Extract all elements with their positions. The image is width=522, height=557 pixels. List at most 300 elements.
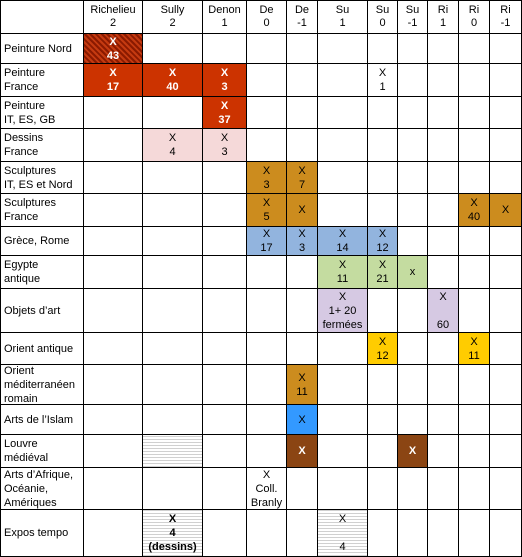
column-header <box>318 0 368 34</box>
table-cell-filled <box>203 97 247 129</box>
cell-line: X <box>501 204 510 216</box>
cell-line: 0 <box>470 16 478 29</box>
column-header <box>428 0 459 34</box>
cell-line: X <box>378 228 387 240</box>
table-cell-filled <box>247 194 287 227</box>
table-cell <box>247 435 287 468</box>
table-cell-filled <box>247 162 287 194</box>
table-cell <box>203 289 247 333</box>
table-cell <box>287 64 318 97</box>
cell-line: X <box>262 164 271 177</box>
cell-line: X <box>338 259 347 271</box>
table-cell <box>143 468 203 510</box>
cell-line: fermées <box>322 318 363 331</box>
cell-line: Arts d’Afrique, <box>4 468 74 481</box>
table-cell <box>143 405 203 435</box>
table-cell <box>398 162 428 194</box>
column-header <box>368 0 398 34</box>
row-label <box>0 435 84 468</box>
table-cell-filled <box>143 510 203 557</box>
table-cell <box>318 64 368 97</box>
table-cell <box>398 64 428 97</box>
table-cell-filled <box>143 129 203 162</box>
cell-line: 1 <box>339 16 346 29</box>
cell-line: 11 <box>468 349 480 362</box>
table-cell-filled <box>318 227 368 256</box>
cell-line: 3 <box>263 178 270 191</box>
cell-line: méditerranéen <box>4 378 75 391</box>
table-cell-filled <box>143 64 203 97</box>
table-cell <box>490 365 522 405</box>
table-cell <box>368 510 398 557</box>
table-cell <box>318 97 368 129</box>
table-cell-filled <box>203 64 247 97</box>
table-cell <box>428 405 459 435</box>
cell-line: 3 <box>298 242 306 254</box>
cell-line: X <box>109 67 117 79</box>
table-cell <box>84 129 143 162</box>
table-cell-filled <box>368 64 398 97</box>
table-cell-filled <box>143 435 203 468</box>
cell-line: 17 <box>106 81 120 93</box>
table-cell <box>318 468 368 510</box>
cell-line: Expos tempo <box>4 527 69 539</box>
table-cell <box>398 333 428 365</box>
cell-line: X <box>220 132 229 144</box>
table-cell <box>428 97 459 129</box>
cell-line: Grèce, Rome <box>4 235 70 247</box>
table-cell <box>428 64 459 97</box>
table-cell <box>459 435 490 468</box>
table-cell <box>287 510 318 557</box>
table-cell <box>84 256 143 289</box>
table-cell <box>490 129 522 162</box>
table-cell <box>247 510 287 557</box>
table-cell-filled <box>398 256 428 289</box>
row-label <box>0 194 84 227</box>
table-cell <box>247 333 287 365</box>
table-cell <box>368 194 398 227</box>
cell-line: Sully <box>160 3 185 16</box>
cell-line: 3 <box>221 81 228 93</box>
table-cell <box>143 162 203 194</box>
table-cell <box>247 365 287 405</box>
row-label <box>0 34 84 64</box>
table-cell <box>459 162 490 194</box>
cell-line <box>341 526 344 540</box>
column-header <box>490 0 522 34</box>
table-cell <box>368 405 398 435</box>
row-label <box>0 64 84 97</box>
cell-line: X <box>378 67 387 79</box>
cell-line: 11 <box>336 273 349 285</box>
cell-line: 2 <box>169 16 176 29</box>
cell-line: 4 <box>169 146 176 158</box>
cell-line: Arts de l’Islam <box>4 413 74 426</box>
table-cell <box>428 333 459 365</box>
table-cell-filled <box>287 405 318 435</box>
table-cell <box>459 64 490 97</box>
table-cell <box>428 435 459 468</box>
table-cell <box>143 365 203 405</box>
cell-line: Ri <box>468 3 480 16</box>
table-cell <box>287 256 318 289</box>
table-cell <box>203 34 247 64</box>
table-cell <box>459 129 490 162</box>
table-cell <box>287 333 318 365</box>
row-label <box>0 289 84 333</box>
cell-line: 11 <box>296 385 308 398</box>
cell-line: 40 <box>166 81 179 93</box>
table-cell <box>368 129 398 162</box>
cell-line: France <box>4 211 39 223</box>
table-cell <box>143 289 203 333</box>
cell-line: X <box>220 67 229 79</box>
table-cell <box>247 405 287 435</box>
table-cell <box>203 194 247 227</box>
column-header <box>287 0 318 34</box>
column-header <box>203 0 247 34</box>
table-cell <box>398 129 428 162</box>
table-cell <box>398 227 428 256</box>
table-cell <box>318 333 368 365</box>
table-cell <box>490 34 522 64</box>
table-cell <box>318 34 368 64</box>
cell-line: IT, ES, GB <box>4 113 56 126</box>
cell-line: X <box>220 99 229 112</box>
table-cell <box>84 227 143 256</box>
table-cell-filled <box>287 162 318 194</box>
table-cell-filled <box>368 333 398 365</box>
table-cell <box>490 333 522 365</box>
row-label <box>0 405 84 435</box>
cell-line: Sculptures <box>4 197 56 209</box>
table-cell <box>203 405 247 435</box>
table-cell <box>459 405 490 435</box>
cell-line: 0 <box>379 16 386 29</box>
table-cell <box>203 162 247 194</box>
table-cell <box>203 365 247 405</box>
table-cell-filled <box>318 256 368 289</box>
table-cell <box>490 510 522 557</box>
table-cell <box>490 64 522 97</box>
table-cell <box>490 162 522 194</box>
cell-line: IT, ES et Nord <box>4 178 73 191</box>
table-cell-filled <box>368 256 398 289</box>
table-cell <box>368 97 398 129</box>
table-cell <box>459 468 490 510</box>
table-cell <box>143 333 203 365</box>
cell-line: 43 <box>106 49 120 62</box>
table-cell <box>368 365 398 405</box>
table-cell <box>287 468 318 510</box>
cell-line: X <box>168 513 177 525</box>
table-cell <box>203 468 247 510</box>
table-cell <box>428 468 459 510</box>
cell-line: Louvre <box>4 438 38 450</box>
table-cell-filled <box>84 34 143 64</box>
cell-line: X <box>298 413 306 426</box>
row-label <box>0 468 84 510</box>
table-cell <box>368 435 398 468</box>
table-cell <box>203 435 247 468</box>
table-cell <box>84 97 143 129</box>
table-cell <box>428 365 459 405</box>
table-cell <box>143 227 203 256</box>
cell-line: Orient antique <box>4 342 74 355</box>
column-header <box>459 0 490 34</box>
column-header <box>398 0 428 34</box>
row-label <box>0 227 84 256</box>
table-cell <box>84 435 143 468</box>
table-cell <box>287 34 318 64</box>
table-cell-filled <box>318 510 368 557</box>
table-cell <box>318 162 368 194</box>
cell-line: X <box>338 513 347 525</box>
table-cell <box>203 333 247 365</box>
table-cell <box>318 194 368 227</box>
cell-line: Peinture Nord <box>4 42 72 55</box>
cell-line: Ri <box>500 3 511 16</box>
column-header <box>84 0 143 34</box>
cell-line: Su <box>405 3 420 16</box>
table-cell <box>247 256 287 289</box>
cell-line: Objets d’art <box>4 304 61 317</box>
header-corner <box>0 0 84 34</box>
cell-line: 0 <box>263 16 270 29</box>
cell-line: X <box>378 335 387 348</box>
table-cell <box>459 34 490 64</box>
table-cell-filled <box>247 227 287 256</box>
cell-line: X <box>338 228 347 240</box>
cell-line: 4 <box>169 527 176 539</box>
table-cell <box>398 510 428 557</box>
table-cell <box>459 365 490 405</box>
cell-line: 7 <box>298 178 306 191</box>
table-cell <box>428 34 459 64</box>
cell-line: 17 <box>260 242 273 254</box>
table-cell <box>143 256 203 289</box>
row-label <box>0 97 84 129</box>
table-cell-filled <box>287 435 318 468</box>
cell-line: X <box>408 445 417 457</box>
cell-line: Amériques <box>4 496 57 509</box>
cell-line: X <box>338 290 347 303</box>
cell-line: Coll. <box>255 482 278 495</box>
table-cell <box>84 405 143 435</box>
table-cell <box>84 289 143 333</box>
cell-line: 14 <box>336 242 349 254</box>
table-cell-filled <box>318 289 368 333</box>
table-cell-filled <box>398 435 428 468</box>
table-cell <box>490 435 522 468</box>
table-cell <box>428 510 459 557</box>
table-cell-filled <box>459 194 490 227</box>
table-cell-filled <box>428 289 459 333</box>
cell-line: Océanie, <box>4 482 49 495</box>
cell-line: 37 <box>218 113 231 126</box>
cell-line: 21 <box>376 273 389 285</box>
cell-line: Richelieu <box>90 3 136 16</box>
cell-line: De <box>259 3 274 16</box>
table-cell <box>84 333 143 365</box>
cell-line: 3 <box>221 146 228 158</box>
table-cell <box>368 289 398 333</box>
cell-line: X <box>298 164 306 177</box>
table-cell <box>368 34 398 64</box>
cell-line: France <box>4 146 39 158</box>
table-cell <box>459 97 490 129</box>
cell-line: X <box>262 197 271 209</box>
cell-line: X <box>298 371 306 384</box>
table-cell <box>428 129 459 162</box>
cell-line: X <box>378 259 387 271</box>
table-cell <box>143 97 203 129</box>
table-cell <box>459 510 490 557</box>
table-cell <box>398 405 428 435</box>
table-cell <box>318 435 368 468</box>
cell-line: 4 <box>339 541 346 553</box>
cell-line: X <box>298 445 306 457</box>
cell-line: X <box>168 132 177 144</box>
table-cell <box>247 64 287 97</box>
table-cell <box>287 97 318 129</box>
table-cell <box>143 194 203 227</box>
table-cell <box>428 227 459 256</box>
cell-line: 1+ 20 <box>328 304 357 317</box>
cell-line: Denon <box>208 3 241 16</box>
table-cell <box>490 97 522 129</box>
table-cell <box>318 129 368 162</box>
table-cell <box>490 405 522 435</box>
cell-line: 60 <box>436 318 450 331</box>
table-cell-filled <box>368 227 398 256</box>
table-cell-filled <box>287 227 318 256</box>
cell-line: Peinture <box>4 99 45 112</box>
cell-line: X <box>168 67 177 79</box>
table-cell-filled <box>287 194 318 227</box>
cell-line: 40 <box>467 211 481 223</box>
row-label <box>0 162 84 194</box>
table-cell <box>247 34 287 64</box>
table-cell <box>84 365 143 405</box>
cell-line: -1 <box>407 16 418 29</box>
table-cell-filled <box>459 333 490 365</box>
cell-line: De <box>294 3 310 16</box>
table-cell <box>459 256 490 289</box>
cell-line: antique <box>4 273 41 285</box>
table-cell <box>490 256 522 289</box>
table-cell <box>203 256 247 289</box>
cell-line: Branly <box>250 496 283 509</box>
cell-line: 1 <box>439 16 447 29</box>
cell-line: Ri <box>437 3 449 16</box>
table-cell <box>459 289 490 333</box>
row-label <box>0 365 84 405</box>
cell-line: Sculptures <box>4 164 56 177</box>
table-cell-filled <box>247 468 287 510</box>
cell-line: 5 <box>263 211 270 223</box>
cell-line: 1 <box>379 81 386 93</box>
table-cell <box>247 289 287 333</box>
cell-line: X <box>298 204 306 216</box>
table-cell <box>84 510 143 557</box>
cell-line: Su <box>335 3 350 16</box>
table-cell <box>84 162 143 194</box>
cell-line: médiéval <box>4 452 49 464</box>
cell-line <box>441 304 444 318</box>
cell-line: X <box>298 228 306 240</box>
table-cell <box>368 162 398 194</box>
cell-line: x <box>409 266 416 278</box>
row-label <box>0 333 84 365</box>
table-cell <box>84 468 143 510</box>
table-cell <box>398 468 428 510</box>
table-cell <box>428 162 459 194</box>
row-label <box>0 510 84 557</box>
table-cell <box>398 97 428 129</box>
table-cell <box>428 194 459 227</box>
cell-line: 12 <box>376 242 389 254</box>
table-cell <box>247 97 287 129</box>
table-cell-filled <box>287 365 318 405</box>
column-header <box>143 0 203 34</box>
table-cell <box>398 365 428 405</box>
table-cell-filled <box>84 64 143 97</box>
cell-line: X <box>262 468 271 481</box>
cell-line: X <box>109 35 117 48</box>
cell-line: X <box>439 290 447 303</box>
table-cell <box>84 194 143 227</box>
row-label <box>0 129 84 162</box>
table-cell <box>490 227 522 256</box>
table-cell <box>203 227 247 256</box>
table-cell <box>459 227 490 256</box>
cell-line: Egypte <box>4 259 39 271</box>
row-label <box>0 256 84 289</box>
table-cell <box>143 34 203 64</box>
cell-line: Su <box>375 3 390 16</box>
table-cell-filled <box>203 129 247 162</box>
cell-line: -1 <box>500 16 511 29</box>
table-cell <box>247 129 287 162</box>
cell-line: (dessins) <box>148 541 197 553</box>
table-cell <box>398 34 428 64</box>
cell-line: Peinture <box>4 67 45 79</box>
table-cell <box>287 129 318 162</box>
cell-line: Orient <box>4 365 34 377</box>
cell-line: X <box>262 228 271 240</box>
cell-line: Dessins <box>4 132 44 144</box>
cell-line: France <box>4 81 39 93</box>
cell-line: 1 <box>221 16 228 29</box>
cell-line: X <box>470 335 478 348</box>
cell-line: romain <box>4 392 38 405</box>
table-cell <box>203 510 247 557</box>
cell-line: -1 <box>297 16 307 29</box>
table-cell <box>287 289 318 333</box>
cell-line: 2 <box>109 16 117 29</box>
table-cell <box>490 468 522 510</box>
table-cell <box>368 468 398 510</box>
table-cell <box>398 289 428 333</box>
table-cell-filled <box>490 194 522 227</box>
table-cell <box>398 194 428 227</box>
table-cell <box>318 405 368 435</box>
column-header <box>247 0 287 34</box>
cell-line: X <box>470 197 478 209</box>
table-cell <box>318 365 368 405</box>
